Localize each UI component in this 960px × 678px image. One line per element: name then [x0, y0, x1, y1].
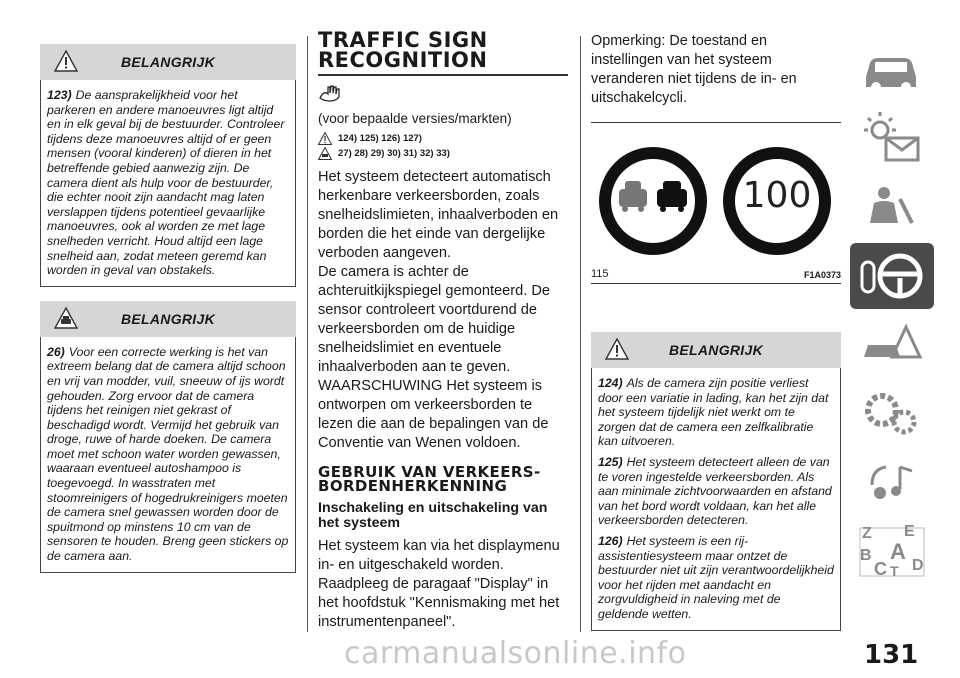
subsection-heading: Inschakeling en uitschakeling van het systeem: [318, 500, 548, 531]
warning-header: [591, 332, 841, 368]
warning-header: [40, 301, 296, 337]
warning-block-124-126: [591, 332, 841, 631]
no-overtaking-sign-icon: [605, 153, 701, 249]
figure-code: F1A0373: [803, 270, 841, 280]
warning-title: BELANGRIJK: [120, 54, 215, 70]
display-menu-paragraph: Het systeem kan via het displaymenu in- en uitgeschakeld worden.: [318, 538, 560, 573]
warning-header: [40, 44, 296, 80]
page-title: TRAFFIC SIGN RECOGNITION: [318, 30, 568, 76]
warning-triangle-icon: [605, 338, 629, 360]
index-letters: Z E B A C T D: [860, 523, 924, 579]
warning-paragraph: WAARSCHUWING Het systeem is ontworpen om verkeersborden te lezen die aan de bepalingen van de Conventie van Wenen voldoen.: [318, 378, 549, 451]
steering-wheel-icon: [856, 248, 928, 304]
warning-triangle-icon: [318, 132, 332, 145]
maintenance-icon: [856, 386, 928, 442]
column-divider-left: [307, 36, 308, 632]
chapter-tabs: [850, 36, 934, 588]
warning-triangle-icon: [54, 50, 78, 72]
multimedia-icon: [856, 455, 928, 511]
warning-body: [40, 80, 296, 287]
speed-limit-label: 100: [742, 175, 812, 216]
reference-paragraph: Raadpleeg de paragaaf "Display" in het hoofdstuk "Kennismaking met het instrumentenpaneel".: [318, 576, 560, 630]
car-caution-icon: [54, 307, 78, 329]
warning-text: De aansprakelijkheid voor het parkeren en andere manoeuvres ligt altijd en in elk geval bij de bestuurder. Controleer tijdens deze manoeuvres altijd of er geen mensen (vooral kinderen) of dieren in het betreffende gebied aanwezig zijn. De camera dient als hulp voor de bestuurder, die echter nooit zijn aandacht mag laten verslappen tijdens potentieel gevaarlijke manoeuvres, ook al worden ze met lage snelheden verricht. Houd altijd een lage snelheid aan, zodat meteen geremd kan worden in geval van obstakels.: [47, 88, 285, 278]
warning-block-26: [40, 301, 296, 573]
watermark: carmanualsonline.info: [344, 636, 687, 671]
emergency-icon: [856, 317, 928, 373]
column-middle: [318, 30, 568, 632]
warning-text: Voor een correcte werking is het van extreem belang dat de camera altijd schoon en vrij van modder, vuil, sneeuw of ijs wordt gehouden. Zorg ervoor dat de camera tijdens het reinigen niet gekrast of beschadigd wordt. Vermijd het gebruik van droge, ruwe of harde doeken. De camera moet met schoon water worden gewassen, waaraan eventueel autoshampoo is toegevoegd. In wasstraten met stoomreinigers of hogedrukreinigers moeten de camera snel gewassen worden door de spuitmond op minstens 10 cm van de sensoren te houden. Breng geen stickers op de camera aan.: [47, 344, 289, 564]
warning-lights-icon: [856, 110, 928, 166]
column-right: [591, 32, 841, 631]
section-heading: GEBRUIK VAN VERKEERS-BORDENHERKENNING: [318, 463, 541, 495]
footnote-number: 26): [47, 344, 65, 359]
hand-icon: [318, 84, 568, 107]
reference-list-cautions: 27) 28) 29) 30) 31) 32) 33): [318, 147, 568, 160]
version-note: (voor bepaalde versies/markten): [318, 111, 512, 126]
tab-index[interactable]: [850, 519, 934, 585]
warning-block-123: [40, 44, 296, 287]
tab-multimedia[interactable]: [850, 450, 934, 516]
column-left: [40, 44, 296, 573]
safety-icon: [856, 179, 928, 235]
tab-emergency[interactable]: [850, 312, 934, 378]
tab-safety[interactable]: [850, 174, 934, 240]
page-number: 131: [864, 640, 919, 670]
warning-body: [40, 337, 296, 573]
camera-paragraph: De camera is achter de achteruitkijkspiegel gemonteerd. De sensor controleert voortdurend de verkeersborden om de huidige snelheidslimiet en eventuele inhaalverboden aan te geven.: [318, 264, 551, 375]
figure-number: 115: [591, 268, 609, 280]
tab-driving[interactable]: [850, 243, 934, 309]
footnote-number: 123): [47, 88, 72, 102]
car-caution-icon: [318, 147, 332, 160]
figure-traffic-signs: [591, 122, 841, 284]
note-paragraph: Opmerking: De toestand en instellingen van het systeem veranderen niet tijdens de in- en uitschakelcycli.: [591, 33, 797, 106]
car-icon: [856, 41, 928, 97]
tab-car[interactable]: [850, 36, 934, 102]
warning-title: BELANGRIJK: [120, 310, 215, 327]
tab-warning-lights[interactable]: [850, 105, 934, 171]
warning-title: BELANGRIJK: [668, 342, 763, 358]
column-divider-right: [580, 36, 581, 632]
tab-maintenance[interactable]: [850, 381, 934, 447]
warning-body: 124) Als de camera zijn positie verliest door een variatie in lading, kan het zijn dat het systeem tijdelijk niet werkt om te zorgen dat de camera een zelfkalibratie kan uitvoeren. 125) Het systeem detecteert alleen de van te voren ingestelde verkeersborden. Als aan minimale zichtvoorwaarden en afstand van het bord wordt voldaan, kan het alle verkeersborden detecteren. 126) Het systeem is een rij-assistentiesysteem maar ontzet de bestuurder niet uit zijn verantwoordelijkheid voor het rijden met aandacht en zorgvuldigheid in naleving met de geldende wetten.: [591, 368, 841, 631]
reference-list-warnings: 124) 125) 126) 127): [318, 132, 568, 145]
intro-paragraph: Het systeem detecteert automatisch herkenbare verkeersborden, zoals snelheidslimieten, inhaalverboden en borden die het einde van dergelijke verboden aangeven.: [318, 169, 559, 261]
